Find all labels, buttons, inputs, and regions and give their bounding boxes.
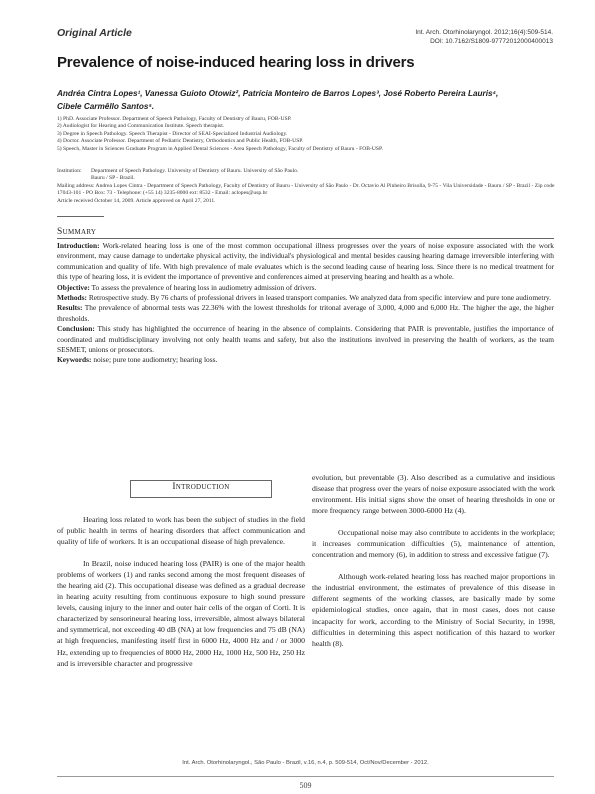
institution-spacer (57, 175, 91, 182)
institution-label: Institution: (57, 168, 82, 174)
author-list (57, 88, 557, 113)
institution-line: Department of Speech Pathology. University of Dentistry of Bauru. University of São Paulo. (91, 168, 299, 174)
abstract-label: Methods: (57, 293, 87, 303)
left-column (57, 514, 305, 669)
abstract-conclusion (57, 324, 554, 355)
affiliation: 2) Audiologist for Hearing and Communication Institute. Speech therapist. (57, 123, 225, 130)
mailing-address: Mailing address: Andrea Lopes Cintra - Department of Speech Pathology, Faculty of Dentistry of Bauru - University of São Paulo - Dr. Octavio Al Pinheiro Brisolla, 9-75 - Vila Universidade - Bauru / SP - Brazil - Zip code 17043-101 - PO Box: 73 - Telephone: (+55 14) 3235-8000 ext: 8532 - Email: aclopes@usp.br (57, 182, 555, 197)
right-column (312, 472, 555, 649)
paragraph-gap (57, 547, 305, 558)
abstract-keywords (57, 355, 554, 365)
institution-row (57, 168, 557, 175)
divider (57, 216, 104, 217)
abstract-text: The prevalence of abnormal tests was 22.36% with the lowest thresholds for tritonal average of 3,000, 4,000 and 6,000 Hz. The higher the age, the higher thresholds. (57, 303, 554, 323)
abstract-text: Work-related hearing loss is one of the most common occupational illness progresses over the years of noise exposure associated with the work environment, may cause damage to undertake physical activity, the individual's physiological and mental besides causing hearing damage irreversible interfering with communication and quality of life. With high prevalence of male evaluates which is the second leading cause of hearing loss. Since there is no medical treatment for this type of hearing loss, it is evident the importance of preventive and conferences aimed at preserving hearing and health as a whole. (57, 241, 554, 282)
abstract-methods (57, 293, 554, 303)
abstract-introduction (57, 241, 554, 283)
abstract-results (57, 303, 554, 324)
abstract-text: This study has highlighted the occurrence of hearing in the absence of complaints. Considering that PAIR is preventable, justifies the importance of coordinated and multidisciplinary involving not only health teams and safety, but also the institutions involved in preserving the health of workers, as the team SESMET, unions or prosecutors. (57, 324, 554, 355)
article-type: Original Article (57, 27, 132, 39)
affiliation: 3) Degree in Speech Pathology. Speech Therapist - Director of SEAI-Specialized Industrial Audiology. (57, 130, 288, 137)
divider (57, 238, 554, 239)
summary-heading: Summary (57, 227, 97, 237)
paper-title: Prevalence of noise-induced hearing loss in drivers (57, 54, 415, 71)
abstract-text: noise; pure tone audiometry; hearing loss. (91, 355, 218, 365)
paragraph: Hearing loss related to work has been the subject of studies in the field of public health in terms of hearing disorders that affect communication and quality of life of workers. It is an occupational disease of high prevalence. (57, 515, 305, 547)
paragraph-gap (312, 516, 555, 527)
abstract-label: Keywords: (57, 355, 92, 365)
abstract-objective (57, 283, 554, 293)
authors-line: Cibele Carmêllo Santos⁵. (57, 101, 155, 111)
page-number: 509 (299, 781, 312, 790)
received-date: Article received October 14, 2009. Article approved on April 27, 2011. (57, 197, 216, 204)
institution-block (57, 168, 557, 205)
paragraph-gap (312, 560, 555, 571)
authors-line: Andréa Cintra Lopes¹, Vanessa Guioto Otowiz², Patrícia Monteiro de Barros Lopes³, José Roberto Pereira Lauris⁴, (57, 89, 499, 98)
abstract-label: Objective: (57, 282, 90, 292)
paragraph: evolution, but preventable (3). Also described as a cumulative and insidious disease that progress over the years of noise exposure associated with the work environment. His initial signs show the onset of hearing thresholds in one or more frequency range between 3000-6000 Hz (4). (312, 473, 555, 516)
abstract-label: Results: (57, 303, 83, 313)
citation-line: Int. Arch. Otorhinolaryngol. 2012;16(4):509-514. (415, 29, 553, 36)
footer-journal: Int. Arch. Otorhinolaryngol., São Paulo - Brazil, v.16, n.4, p. 509-514, Oct/Nov/December - 2012. (182, 760, 429, 766)
abstract-label: Introduction: (57, 241, 100, 250)
paragraph: In Brazil, noise induced hearing loss (PAIR) is one of the major health problems of workers (1) and ranks second among the most frequent diseases of the hearing aid (2). This occupational disease was defined as a gradual decrease in hearing acuity resulting from continuous exposure to high sound pressure levels, causing injury to the inner and outer hair cells of the organ of Corti. It is characterized by sensorineural hearing loss, irreversible, almost always bilateral and symmetrical, not exceeding 40 dB (NA) at low frequencies and 75 dB (NA) at high frequencies, manifesting itself first in 6000 Hz, 4000 Hz and / or 3000 Hz, extending up to frequencies of 8000 Hz, 2000 Hz, 1000 Hz, 500 Hz, 250 Hz and is irreversible character and progressive (57, 559, 305, 668)
abstract (57, 241, 554, 366)
paragraph: Occupational noise may also contribute to accidents in the workplace; it increases communication difficulties (5), maintenance of attention, concentration and memory (6), in addition to stress and excessive fatigue (7). (312, 528, 555, 560)
institution-row (57, 175, 557, 182)
abstract-text: Retrospective study. By 76 charts of professional drivers in leased transport companies. We analyzed data from specific interview and pure tone audiometry. (86, 293, 551, 303)
citation (415, 28, 553, 46)
institution-line: Bauru / SP - Brazil. (91, 175, 135, 182)
affiliations (57, 116, 557, 153)
affiliation: 5) Speech, Master in Sciences Graduate Program in Applied Dental Sciences - Area Speech Pathology, Faculty of Dentistry of Bauru - FOB-USP. (57, 145, 383, 152)
footer-divider (57, 776, 554, 777)
paragraph: Although work-related hearing loss has reached major proportions in the industrial environment, the estimates of prevalence of this disease in different segments of the working classes, are basically made by some epidemiological studies, once again, that in most cases, does not cause incapacity for work, according to the Ministry of Social Security, in 1998, difficulties in determining this aspect notification of this hazard to worker health (8). (312, 572, 555, 648)
introduction-heading: Introduction (172, 482, 230, 492)
doi-line: DOI: 10.7162/S1809-97772012000400013 (430, 38, 553, 45)
abstract-label: Conclusion: (57, 324, 95, 334)
abstract-text: To assess the prevalence of hearing loss in audiometry admission of drivers. (89, 282, 317, 292)
affiliation: 4) Doctor. Associate Professor. Department of Pediatric Dentistry, Orthodontics and Public Health, FOB-USP. (57, 138, 304, 145)
affiliation: 1) PhD. Associate Professor. Department of Speech Pathology, Faculty of Dentistry of Bauru, FOB-USP. (57, 116, 292, 122)
